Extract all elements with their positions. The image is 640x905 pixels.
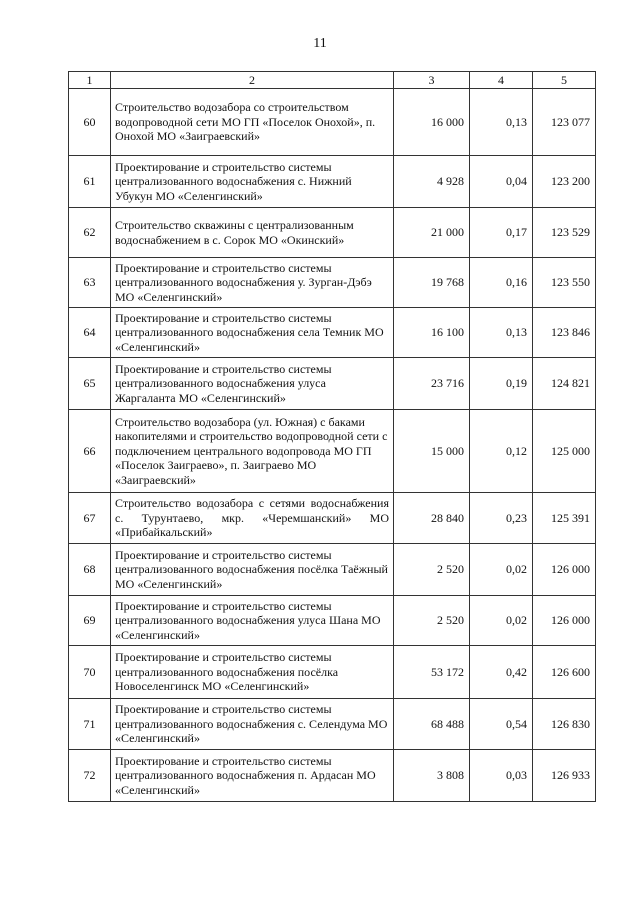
column-header: 4: [470, 72, 533, 89]
row-col3: 23 716: [394, 358, 470, 410]
row-number: 72: [69, 750, 111, 802]
page-number: 11: [313, 36, 327, 51]
table-row: [69, 308, 596, 358]
row-col5: 126 000: [533, 596, 596, 646]
row-col3: 2 520: [394, 544, 470, 596]
row-number: 64: [69, 308, 111, 358]
row-number: 67: [69, 493, 111, 544]
row-col4: 0,04: [470, 156, 533, 208]
column-header: 5: [533, 72, 596, 89]
row-col4: 0,16: [470, 258, 533, 308]
table-row: [69, 258, 596, 308]
row-col3: 15 000: [394, 410, 470, 493]
table-row: [69, 156, 596, 208]
row-col5: 123 846: [533, 308, 596, 358]
row-number: 69: [69, 596, 111, 646]
row-col3: 16 100: [394, 308, 470, 358]
row-col5: 125 391: [533, 493, 596, 544]
row-col3: 53 172: [394, 646, 470, 699]
row-col4: 0,13: [470, 308, 533, 358]
row-description: Строительство водозабора с сетями водоснабжения с. Турунтаево, мкр. «Черемшанский» МО «Прибайкальский»: [111, 493, 394, 544]
row-number: 65: [69, 358, 111, 410]
table-row: [69, 410, 596, 493]
row-col4: 0,13: [470, 89, 533, 156]
table-row: [69, 208, 596, 258]
row-description: Проектирование и строительство системы централизованного водоснабжения у. Зурган-Дэбэ МО «Селенгинский»: [111, 258, 394, 308]
row-col5: 123 529: [533, 208, 596, 258]
row-col3: 2 520: [394, 596, 470, 646]
row-col4: 0,03: [470, 750, 533, 802]
row-description: Проектирование и строительство системы централизованного водоснабжения с. Нижний Убукун МО «Селенгинский»: [111, 156, 394, 208]
table-row: [69, 699, 596, 750]
row-description: Проектирование и строительство системы централизованного водоснабжения с. Селендума МО «Селенгинский»: [111, 699, 394, 750]
table-row: [69, 544, 596, 596]
row-col5: 126 933: [533, 750, 596, 802]
row-description: Строительство скважины с централизованным водоснабжением в с. Сорок МО «Окинский»: [111, 208, 394, 258]
row-col4: 0,19: [470, 358, 533, 410]
table-row: [69, 750, 596, 802]
column-header: 3: [394, 72, 470, 89]
row-col3: 28 840: [394, 493, 470, 544]
row-col3: 4 928: [394, 156, 470, 208]
row-col5: 126 830: [533, 699, 596, 750]
row-number: 60: [69, 89, 111, 156]
row-col5: 125 000: [533, 410, 596, 493]
row-col3: 68 488: [394, 699, 470, 750]
header-row: [69, 72, 596, 89]
row-number: 61: [69, 156, 111, 208]
row-description: Проектирование и строительство системы централизованного водоснабжения посёлка Таёжный МО «Селенгинский»: [111, 544, 394, 596]
table-row: [69, 89, 596, 156]
row-description: Проектирование и строительство системы централизованного водоснабжения посёлка Новоселенгинск МО «Селенгинский»: [111, 646, 394, 699]
row-description: Строительство водозабора со строительством водопроводной сети МО ГП «Поселок Онохой», п. Онохой МО «Заиграевский»: [111, 89, 394, 156]
row-number: 63: [69, 258, 111, 308]
table-row: [69, 596, 596, 646]
row-col4: 0,17: [470, 208, 533, 258]
row-col3: 16 000: [394, 89, 470, 156]
row-col5: 123 200: [533, 156, 596, 208]
row-col3: 19 768: [394, 258, 470, 308]
table-row: [69, 493, 596, 544]
row-description: Проектирование и строительство системы централизованного водоснабжения села Темник МО «Селенгинский»: [111, 308, 394, 358]
row-col4: 0,12: [470, 410, 533, 493]
row-number: 68: [69, 544, 111, 596]
row-col4: 0,42: [470, 646, 533, 699]
row-number: 70: [69, 646, 111, 699]
column-header: 1: [69, 72, 111, 89]
column-header: 2: [111, 72, 394, 89]
row-col5: 123 077: [533, 89, 596, 156]
row-col3: 3 808: [394, 750, 470, 802]
row-col5: 126 600: [533, 646, 596, 699]
row-description: Проектирование и строительство системы централизованного водоснабжения улуса Шана МО «Селенгинский»: [111, 596, 394, 646]
row-col3: 21 000: [394, 208, 470, 258]
row-number: 66: [69, 410, 111, 493]
data-table: [68, 71, 596, 802]
row-col4: 0,23: [470, 493, 533, 544]
row-description: Проектирование и строительство системы централизованного водоснабжения улуса Жаргаланта МО «Селенгинский»: [111, 358, 394, 410]
row-description: Строительство водозабора (ул. Южная) с баками накопителями и строительство водопроводной сети с подключением центрального водопровода МО ГП «Поселок Заиграево», п. Заиграево МО «Заиграевский»: [111, 410, 394, 493]
table-row: [69, 358, 596, 410]
row-col4: 0,02: [470, 544, 533, 596]
row-number: 71: [69, 699, 111, 750]
row-col5: 124 821: [533, 358, 596, 410]
row-col4: 0,02: [470, 596, 533, 646]
row-col5: 123 550: [533, 258, 596, 308]
row-col5: 126 000: [533, 544, 596, 596]
row-number: 62: [69, 208, 111, 258]
table-row: [69, 646, 596, 699]
row-col4: 0,54: [470, 699, 533, 750]
row-description: Проектирование и строительство системы централизованного водоснабжения п. Ардасан МО «Селенгинский»: [111, 750, 394, 802]
